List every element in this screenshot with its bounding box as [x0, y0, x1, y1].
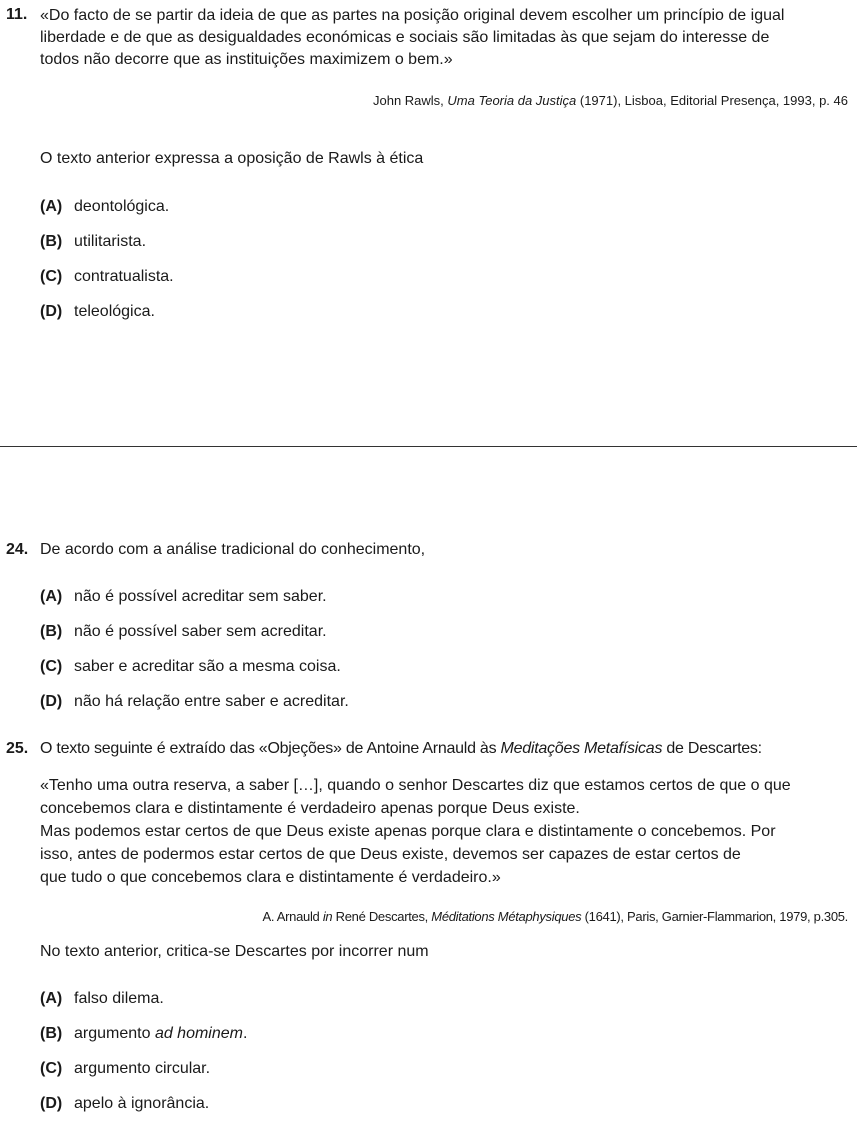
q11-source	[373, 93, 848, 108]
option-letter: (D)	[40, 693, 63, 710]
option-letter: (A)	[40, 198, 63, 215]
option-text-pre: argumento	[74, 1025, 155, 1042]
q11-stem: O texto anterior expressa a oposição de Rawls à ética	[40, 150, 424, 167]
q24-stem: De acordo com a análise tradicional do conhecimento,	[40, 541, 426, 558]
option-text: argumento circular.	[74, 1060, 211, 1077]
q25-quote-line-1: «Tenho uma outra reserva, a saber […], quando o senhor Descartes diz que estamos certos de que o que	[40, 777, 791, 794]
q11-quote-line-1: «Do facto de se partir da ideia de que as partes na posição original devem escolher um princípio de igual	[40, 7, 785, 24]
q24-option-a[interactable]	[40, 588, 327, 606]
q11-source-author: John Rawls,	[372, 93, 448, 108]
q25-intro	[40, 740, 762, 758]
q25-intro-post: de Descartes:	[662, 740, 762, 757]
option-letter: (B)	[40, 233, 63, 250]
option-letter: (D)	[40, 1095, 63, 1112]
option-text: não é possível acreditar sem saber.	[74, 588, 327, 605]
q11-source-title: Uma Teoria da Justiça	[447, 93, 577, 108]
option-letter: (B)	[40, 1025, 63, 1042]
q25-option-a[interactable]	[40, 990, 164, 1008]
option-text: falso dilema.	[74, 990, 164, 1007]
option-text: utilitarista.	[74, 233, 147, 250]
option-letter: (A)	[40, 588, 63, 605]
q25-quote-line-2: concebemos clara e distintamente é verdadeiro apenas porque Deus existe.	[40, 800, 580, 817]
q25-quote-line-4: isso, antes de podermos estar certos de que Deus existe, devemos ser capazes de estar certos de	[40, 846, 741, 863]
option-text-post: .	[242, 1025, 248, 1042]
option-letter: (C)	[40, 1060, 63, 1077]
q25-quote	[40, 774, 855, 889]
option-text: saber e acreditar são a mesma coisa.	[74, 658, 341, 675]
q11-option-a[interactable]	[40, 198, 169, 216]
q25-option-b[interactable]	[40, 1025, 247, 1043]
q25-option-c[interactable]	[40, 1060, 210, 1078]
option-letter: (A)	[40, 990, 63, 1007]
q25-source-mid: René Descartes,	[332, 909, 432, 924]
q25-intro-title: Meditações Metafísicas	[500, 740, 663, 757]
q11-option-c[interactable]	[40, 268, 174, 286]
option-text: teleológica.	[74, 303, 155, 320]
option-letter: (C)	[40, 658, 63, 675]
option-letter: (C)	[40, 268, 63, 285]
q11-option-d[interactable]	[40, 303, 155, 321]
q25-source-title: Méditations Métaphysiques	[431, 909, 582, 924]
q25-source-in: in	[322, 909, 333, 924]
q25-quote-line-3: Mas podemos estar certos de que Deus existe apenas porque clara e distintamente o concebemos. Por	[40, 823, 776, 840]
option-letter: (B)	[40, 623, 63, 640]
q11-number: 11.	[6, 6, 28, 23]
q25-source-rest: (1641), Paris, Garnier-Flammarion, 1979, p.305.	[581, 909, 848, 924]
q25-option-d[interactable]	[40, 1095, 209, 1113]
q11-quote-line-2: liberdade e de que as desigualdades económicas e sociais são limitadas às que sejam do interesse de	[40, 29, 770, 46]
q25-stem: No texto anterior, critica-se Descartes por incorrer num	[40, 943, 429, 960]
q25-quote-line-5: que tudo o que concebemos clara e distintamente é verdadeiro.»	[40, 869, 501, 886]
q24-number: 24.	[6, 541, 29, 558]
option-text: não é possível saber sem acreditar.	[74, 623, 327, 640]
option-text-italic: ad hominem	[154, 1025, 243, 1042]
option-letter: (D)	[40, 303, 63, 320]
q11-source-rest: (1971), Lisboa, Editorial Presença, 1993, p. 46	[576, 93, 848, 108]
option-text: não há relação entre saber e acreditar.	[74, 693, 349, 710]
q11-option-b[interactable]	[40, 233, 146, 251]
q24-option-d[interactable]	[40, 693, 349, 711]
option-text: deontológica.	[74, 198, 170, 215]
q11-quote-line-3: todos não decorre que as instituições maximizem o bem.»	[40, 51, 453, 68]
q25-source-author: A. Arnauld	[262, 909, 323, 924]
q25-source	[263, 909, 849, 924]
q24-option-c[interactable]	[40, 658, 341, 676]
q25-number: 25.	[6, 740, 29, 757]
section-divider	[0, 446, 857, 447]
q11-quote	[40, 5, 852, 71]
option-text: apelo à ignorância.	[74, 1095, 210, 1112]
q25-intro-pre: O texto seguinte é extraído das «Objeções» de Antoine Arnauld às	[40, 740, 501, 757]
q24-option-b[interactable]	[40, 623, 327, 641]
option-text: contratualista.	[74, 268, 174, 285]
